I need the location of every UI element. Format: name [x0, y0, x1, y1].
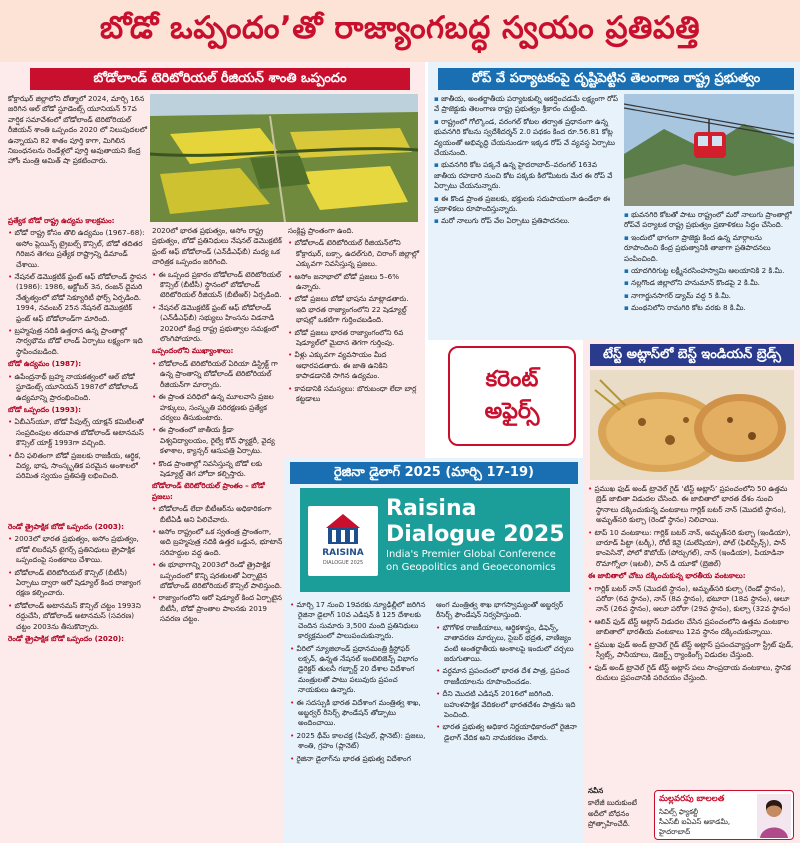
ropeway-item: ▪ నల్లగొండ జిల్లాలోని హనుమాన్‌ కొండపై 2 కి.మీ.	[624, 278, 794, 288]
author-note-text: కాలేజీ బురుకుంటే అదీలో బోధనం ప్రోత్సాహించేదీ.	[588, 798, 637, 829]
bodo-item: • బోడోలాండ్‌ టెరిటోరియల్‌ కౌన్సిల్‌ (బీటీసీ) ఏర్పాటు ద్వారా ఆరో షెడ్యూల్‌ కింద రాజ్యాంగ రక్షణ కల్పించారు.	[8, 568, 148, 599]
current-affairs-line2: అఫైర్స్‌	[484, 399, 540, 424]
raisina-section-title: రైజినా డైలాగ్‌ 2025 (మార్చి 17-19)	[290, 462, 578, 484]
bodo-col-1	[8, 216, 148, 516]
taste-col	[588, 484, 796, 784]
author-city: హైదరాబాద్‌	[659, 828, 691, 836]
raisina-col-1	[290, 600, 430, 840]
bodo-item: 2020లో భారత ప్రభుత్వం, అసోం రాష్ట్ర ప్రభుత్వం, బోడో ప్రతినిధులు నేషనల్‌ డెమొక్రటిక్‌ ఫ్రంట్‌ ఆఫ్‌ బోడోలాండ్‌ (ఎన్‌డీఎఫ్‌బీ) మధ్య ఒక చారిత్రక ఒప్పందం జరిగింది.	[152, 226, 282, 267]
bodo-subhead-1987: బోడో ఉద్యమం (1987):	[8, 359, 82, 369]
ropeway-item: ▪ రాష్ట్రంలో గోల్కొండ, వరంగల్‌ కోటల తర్వాత ప్రధానంగా ఉన్న భువనగిరి కోటను స్వదేశీదర్శన్‌ 2.0 పథకం కింద రూ.56.81 కోట్ల వ్యయంతో అభివృద్ధి చేయనుండగా ఇక్కడ రోప్‌ వే వ్యవస్థ ఏర్పాటు చేయనుంది.	[434, 117, 618, 159]
ropeway-item: ▪ ఇందులో భాగంగా ప్రాజెక్టు కింద ఉన్న మార్గాలను రూపొందించి కేంద్ర ప్రభుత్వానికి తాజాగా ప్రతిపాదనలు పంపించింది.	[624, 233, 794, 264]
raisina-item: • 2025 థీమ్‌ కాలచక్ర (పీపుల్‌, ప్లానెట్‌): ప్రజలు, శాంతి, గ్రహం (ప్లానెట్‌)	[290, 731, 430, 752]
raisina-logo	[308, 506, 378, 576]
taste-section-title: టేస్ట్‌ అట్లాస్‌లో బెస్ట్‌ ఇండియన్‌ బ్రెడ్స్‌	[590, 344, 794, 366]
raisina-item: ఆంగ మంత్రిత్వ శాఖ భాగస్వామ్యంతో అబ్జర్వర్‌ రీసెర్చ్‌ ఫౌండేషన్‌ నిర్వహిస్తుంది.	[436, 600, 564, 620]
bodo-item: • బోడో ప్రజలు బోడో భాషను మాట్లాడతారు. ఇది భారత రాజ్యాంగంలోని 22 షెడ్యూల్డ్‌ భాషల్లో ఒకటిగా గుర్తించబడింది.	[288, 294, 420, 325]
ropeway-item: ▪ మంథనిలోని రామగిరి కోట వరకు 8 కి.మీ.	[624, 303, 794, 313]
bodo-item: • బోడోలాండ్‌ టెరిటోరియల్‌ రీజియన్‌లోని కోక్రాఝర్‌, బక్సా, ఉదల్‌గురి, చిరాంగ్‌ జిల్లాల్లో ఎక్కువగా నివసిస్తున్న ప్రజలు.	[288, 238, 420, 269]
author-note-name: నవీన	[588, 786, 604, 795]
bodo-item: • ఈ ప్రాంతంలో జాతీయ క్రీడా విశ్వవిద్యాలయం, రైల్వే కోచ్‌ ఫ్యాక్టరీ, వైద్య కళాశాల, క్యాన్సర్‌ ఆసుపత్రి ఏర్పాటు.	[152, 425, 284, 456]
taste-item: • గార్లిక్‌ బటర్‌ నాన్‌ (మొదటి స్థానం), అమృత్‌సరి కుల్చా (రెండో స్థానం), పరోఠా (6వ స్థానం), నాన్‌ (8వ స్థానం), భటూరా (18వ స్థానం), ఆలూ నాన్‌ (26వ స్థానం), ఆలూ పరోఠా (29వ స్థానం), కుల్చా (32వ స్థానం)	[588, 584, 796, 615]
bodo-subhead-1993: బోడో ఒప్పందం (1993):	[8, 404, 82, 414]
bodo-item: • బోడోలాండ్‌ టెరిటోరియల్‌ ఏరియా డిస్ట్రిక్ట్‌ గా ఉన్న ప్రాంతాన్ని బోడోలాండ్‌ టెరిటోరియల్‌ రీజియన్‌గా మార్చారు.	[152, 359, 284, 390]
raisina-banner	[300, 488, 570, 592]
author-role: సివిల్స్‌ ఫ్యాకల్టీ	[659, 808, 698, 816]
bodo-item: • అసోం జనాభాలో బోడో ప్రజలు 5–6% ఉన్నారు.	[288, 272, 420, 293]
bodo-col-2	[152, 226, 284, 838]
raisina-item: • భారత ప్రభుత్వ అధికార నిర్ణయాధికారంలో రైజినా డైలాగ్‌ వేదిక అని నామకరణం చేశారు.	[436, 722, 578, 743]
bodo-item: • కొండ ప్రాంతాల్లో నివసిస్తున్న బోడో లకు షెడ్యూల్డ్‌ తెగ హోదా కల్పిస్తారు.	[152, 459, 284, 480]
bodo-item: • ఏబీఎస్‌యూ, బోడో పీపుల్స్‌ యాక్షన్‌ కమిటీలతో సంప్రదింపుల తరువాత బోడోలాండ్‌ అటానమస్‌ కౌన్సిల్‌ యాక్ట్‌ 1993గా వచ్చింది.	[8, 417, 148, 448]
raisina-logo-text: RAISINA	[322, 548, 364, 558]
bodo-item: • వీళ్లు ఎక్కువగా వ్యవసాయం మీద ఆధారపడతారు. ఈ జాతి ఉనికిని కాపాడడానికి సాగిన ఉద్యమం.	[288, 350, 420, 381]
ropeway-item: ▪ నాగార్జునసాగర్‌ డ్యామ్‌ వద్ద 5 కి.మీ.	[624, 291, 794, 301]
breads-photo	[590, 370, 794, 480]
raisina-logo-icon	[326, 512, 360, 546]
raisina-item: • మార్చి 17 నుంచి 19వరకు న్యూఢిల్లీలో జరిగిన రైజినా డైలాగ్‌ 10వ ఎడిషన్‌ కి 125 దేశాలకు చెందిన సుమారు 3,500 మంది ప్రతినిధులు కార్యక్రమంలో పాలుపంచుకున్నారు.	[290, 600, 430, 642]
ropeway-item: ▪ జాతీయ, అంతర్జాతీయ పర్యాటకుల్ని ఆకర్షించడమే లక్ష్యంగా రోప్‌ వే ప్రాజెక్టుకు తెలంగాణ రాష్ట్ర ప్రభుత్వం శ్రీకారం చుట్టింది.	[434, 94, 618, 115]
ropeway-item: ▪ భువనగిరి కోటతో పాటు రాష్ట్రంలో మరో నాలుగు ప్రాంతాల్లో రోప్‌వే పర్యాటక రాష్ట్ర ప్రభుత్వం ప్రణాళికలు సిద్ధం చేసింది.	[624, 210, 794, 231]
bodo-item: • ఈ భూభాగాన్ని 2003లో రెండో త్రైపాక్షిక ఒప్పందంలో కొన్ని షరతులతో ఏర్పాటైన బోడోలాండ్‌ టెరిటోరియల్‌ కౌన్సిల్‌ పాలిస్తుంది.	[152, 560, 284, 591]
bodo-item: • ఈ ఒప్పంద ప్రకారం బోడోలాండ్‌ టెరిటోరియల్‌ కౌన్సిల్‌ (బీటీసీ) స్థానంలో బోడోలాండ్‌ టెరిటోరియల్‌ రీజియన్‌ (బీటీఆర్‌) ఏర్పడింది.	[152, 270, 284, 301]
bodo-item: • ఈ ప్రాంత పరిధిలో ఉన్న మూలవాసి ప్రజల హక్కులు, సంస్కృతి పరిరక్షణకు ప్రత్యేక చర్యలు తీసుకుంటారు.	[152, 392, 284, 423]
raisina-item: • ఈ సదస్సుకి భారత విదేశాంగ మంత్రిత్వ శాఖ, అబ్జర్వర్‌ రీసెర్చ్‌ ఫౌండేషన్‌ తోడ్పాటు అందించాయి.	[290, 698, 430, 729]
ropeway-item: ▪ మరో నాలుగు రోప్‌ వేల ఏర్పాటు ప్రతిపాదనలు.	[434, 216, 618, 226]
raisina-item: • వర్ధమాన ప్రపంచంలో భారత దేశ పాత్ర, ప్రపంచ రాజకీయాలను రూపొందించడం.	[436, 666, 578, 687]
bodo-subhead-2020: రెండో త్రైపాక్షిక బోడో ఒప్పందం (2020):	[8, 634, 125, 644]
taste-item: • ఆలివ్‌ ఫుడ్‌ టేస్ట్‌ అట్లాస్‌ విడుదల చేసిన ప్రపంచంలోని ఉత్తమ వంటకాల జాబితాలో భారతీయ వంటకాలు 12వ స్థానం దక్కించుకున్నాయి.	[588, 617, 796, 638]
bodo-item: • నేషనల్‌ డెమొక్రటిక్‌ ఫ్రంట్‌ ఆఫ్‌ బోడోలాండ్‌ (ఎన్‌డీఎఫ్‌బీ) సభ్యులు హింసను విడనాడి 2020లో కేంద్ర రాష్ట్ర ప్రభుత్వాల సమక్షంలో లొంగిపోయారు.	[152, 303, 284, 345]
bodo-item: • బోడో రాష్ట్ర కోసం తొలి ఉద్యమం (1967–68): అసోం ప్లెయిన్స్‌ ట్రైబల్స్‌ కౌన్సిల్‌, బోడో తదితర గిరిజన తెగలు ప్రత్యేక రాష్ట్రాన్ని డిమాండ్‌ చేశాయి.	[8, 228, 148, 270]
raisina-logo-sub: DIALOGUE 2025	[322, 560, 364, 566]
author-org: సీఎస్‌బీ ఐఏఎస్‌ అకాడమీ,	[659, 818, 731, 826]
author-name: మల్లవరపు బాలలత	[659, 794, 725, 804]
bodo-item: • రాజ్యాంగంలోని ఆరో షెడ్యూల్‌ కింద ఏర్పాటైన బీటీసీ, బోడో ప్రాంతాల పాలనకు 2019 సవరణ చట్టం.	[152, 593, 284, 624]
bodo-col-1-lower	[8, 522, 148, 840]
raisina-banner-sub: India's Premier Global Conference on Geopolitics and Geoeconomics	[386, 549, 556, 573]
author-box	[654, 790, 794, 840]
author-note	[588, 786, 652, 842]
farmland-photo	[150, 94, 418, 222]
bodo-intro	[8, 94, 148, 214]
raisina-item: • రైజినా డైలాగ్‌ను భారత ప్రభుత్వ విదేశాంగ	[290, 754, 430, 764]
bodo-subhead-people: బోడోలాండ్‌ టెరిటోరియల్‌ ప్రాంతం – బోడో ప్రజలు:	[152, 481, 265, 501]
author-avatar	[757, 794, 791, 838]
raisina-col-2	[436, 600, 578, 840]
ropeway-col-right	[624, 210, 794, 338]
bodo-subhead-2003: రెండో త్రైపాక్షిక బోడో ఒప్పందం (2003):	[8, 522, 125, 531]
bodo-item: • కావడానికి సమస్యలు: బొరుబంధా లేదా బార్ల కట్టడాలు	[288, 384, 420, 405]
taste-item: • టాప్‌ 10 వంటకాలు: గార్లిక్‌ బటర్‌ నాన్‌, అమృత్‌సరి కుల్చా (ఇండియా), బారూడ్‌ పిట్టా (టర్కీ), రోటీ కెనై (మలేషియా), పోల్‌ (ఫిలిప్పీన్స్‌), పాన్‌ కాంపెసినో, పోలో కౌబోయ్‌ (పోర్చుగల్‌), నాన్‌ (ఇండియా), పియాడినా రొమాగ్నోలా (ఇటలీ), పాన్‌ డి యూకో (బ్రెజిల్‌)	[588, 528, 796, 570]
headline-banner	[0, 0, 800, 62]
bodo-item: • బోడోలాండ్‌ అటానమస్‌ కౌన్సిల్‌ చట్టం 1993ని రద్దుచేసి, బోడోలాండ్‌ అటానమస్‌ (సవరణ) చట్టం 2003ను తీసుకొచ్చారు.	[8, 601, 148, 632]
ropeway-item: ▪ ఈ కొండ ప్రాంత ప్రజలకు, భక్తులకు సదుపాయంగా ఉండేలా ఈ ప్రణాళికలు రూపొందిస్తున్నారు.	[434, 194, 618, 215]
bodo-item: సంక్లిష్ట ప్రాంతంగా ఉంది.	[288, 226, 354, 235]
raisina-item: • వీరిలో న్యూజిలాండ్‌ ప్రధానమంత్రి క్రిస్టోఫర్‌ లక్సన్‌, ఉన్నత నేషనల్‌ ఇంటెలిజెన్స్‌ విభాగం డైరెక్టర్‌ తులసీ గబ్బార్డ్‌ 20 దేశాల విదేశాంగ మంత్రులతో పాటు పలువురు ప్రపంచ నాయకులు ఉన్నారు.	[290, 644, 430, 696]
raisina-item: • దీని మొదటి ఎడిషన్‌ 2016లో జరిగింది. బహుళపాక్షిక వేదికలలో భారతదేశం పాత్రను ఇది పెంచింది.	[436, 689, 578, 720]
current-affairs-line1: కరెంట్‌	[485, 367, 539, 392]
bodo-item: • 2003లో భారత ప్రభుత్వం, అసోం ప్రభుత్వం, బోడో లిబరేషన్‌ టైగర్స్‌ ప్రతినిధులు త్రైపాక్షిక ఒప్పందంపై సంతకాలు చేశాయి.	[8, 534, 148, 565]
breads-image	[590, 370, 794, 480]
bodo-item: • అసోం రాష్ట్రంలో ఒక స్వతంత్ర ప్రాంతంగా, అది బ్రహ్మపుత్ర నదికి ఉత్తర ఒడ్డున, భూటాన్‌ సరిహద్దుల వద్ద ఉంది.	[152, 527, 284, 558]
bodo-section-title: బోడోలాండ్‌ టెరిటోరియల్‌ రీజియన్‌ శాంతి ఒప్పందం	[30, 68, 410, 90]
ropeway-col-left	[434, 94, 618, 334]
taste-subhead: ఈ జాబితాలో చోటు దక్కించుకున్న భారతీయ వంటకాలు:	[588, 571, 746, 581]
raisina-item: • భౌగోళిక రాజకీయాలు, ఆర్థికశాస్త్రం, డిఫెన్స్‌, వాతావరణ మార్పులు, సైబర్‌ భద్రత, వాణిజ్యం వంటి అంతర్జాతీయ అంశాలపై ఇందులో చర్చలు జరుగుతాయి.	[436, 623, 578, 665]
bodo-subhead-highlights: ఒప్పందంలోని ముఖ్యాంశాలు:	[152, 346, 234, 356]
bodo-item: • బోడోలాండ్‌ లేదా బీటీఆర్‌ను అధికారికంగా బీటీఏడీ అని పిలిచేవారు.	[152, 504, 284, 525]
bodo-item: • దీని ఫలితంగా బోడో ప్రజలకు రాజకీయ, ఆర్థిక, విద్య, భాష, సాంస్కృతిక పరమైన అంశాలలో పరిమిత స్వయం ప్రతిపత్తి లభించింది.	[8, 451, 148, 482]
bodo-intro-text: కోక్రాఝర్‌ జిల్లాలోని దోత్మాలో 2024, మార్చి 16న జరిగిన ఆల్‌ బోడో స్టూడెంట్స్‌ యూనియన్‌ 57వ వార్షిక సమావేశంలో బోడోలాండ్‌ టెరిటోరియల్‌ రీజియన్‌ శాంతి ఒప్పందం 2020 లో నిలుపుదలలో ఉన్నాయని 82 శాతం పూర్తి కాగా, మిగిలిన నిబంధనలను రెండేళ్లలో పూర్తి అవుతాయని కేంద్ర హోం మంత్రి అమిత్‌ షా ప్రకటించారు.	[8, 94, 147, 166]
cable-car-image	[624, 94, 794, 206]
bodo-item: • బోడో ప్రజలు భారత రాజ్యాంగంలోని 6వ షెడ్యూల్‌లో మైదాన తెగగా గుర్తింపు.	[288, 328, 420, 349]
ropeway-item: ▪ భువనగిరి కోట పక్కనే ఉన్న హైదరాబాద్‌–వరంగల్‌ 163వ జాతీయ రహదారి నుంచి కోట పక్కకు కిలోమీటరు మేర ఈ రోప్‌ వే ఏర్పాటు చేయనున్నారు.	[434, 160, 618, 191]
farmland-image	[150, 94, 418, 222]
page-headline: బోడో ఒప్పందం’తో రాజ్యాంగబద్ధ స్వయం ప్రతిపత్తి	[99, 9, 701, 46]
bodo-col-3	[288, 226, 420, 458]
ropeway-photo	[624, 94, 794, 206]
raisina-banner-title: Raisina Dialogue 2025	[386, 496, 565, 547]
bodo-item: • నేషనల్‌ డెమొక్రటిక్‌ ఫ్రంట్‌ ఆఫ్‌ బోడోలాండ్‌ స్థాపన (1986): 1986, అక్టోబర్‌ 3న, రంజన్‌ దైమరి నేతృత్వంలో బోడో సెక్యూరిటీ ఫోర్స్‌ ఏర్పడింది. 1994, నవంబర్‌ 25న నేషనల్‌ డెమొక్రటిక్‌ ఫ్రంట్‌ ఆఫ్‌ బోడోలాండ్‌గా మారింది.	[8, 272, 148, 324]
bodo-item: • ఉపేంద్రనాథ్‌ బ్రహ్మ నాయకత్వంలో ఆల్‌ బోడో స్టూడెంట్స్‌ యూనియన్‌ 1987లో బోడోలాండ్‌ ఉద్యమాన్ని ప్రారంభించింది.	[8, 372, 148, 403]
bodo-subhead-timeline: ప్రత్యేక బోడో రాష్ట్ర ఉద్యమ కాలక్రమం:	[8, 216, 115, 225]
bodo-item: • బ్రహ్మపుత్ర నదికి ఉత్తరాన ఉన్న ప్రాంతాల్లో సార్వభౌమ బోడో లాండ్‌ ఏర్పాటు లక్ష్యంగా ఇది స్థాపించబడింది.	[8, 326, 148, 357]
current-affairs-box	[448, 346, 576, 446]
ropeway-section-title: రోప్‌ వే పర్యాటకంపై దృష్టిపెట్టిన తెలంగాణ రాష్ట్ర ప్రభుత్వం	[438, 68, 794, 90]
taste-item: • ప్రముఖ ఫుడ్‌ అండ్‌ ట్రావెల్‌ గైడ్‌ టేస్ట్‌ అట్లాస్‌ ప్రపంచవ్యాప్తంగా స్ట్రీట్‌ ఫుడ్‌, స్వీట్స్‌, పానీయాలు, డెజర్ట్స్‌ ర్యాంకింగ్స్‌ విడుదల చేస్తుంది.	[588, 640, 796, 661]
ropeway-item: ▪ యాదగిరిగుట్ట లక్ష్మీనరసింహస్వామి ఆలయానికి 2 కి.మీ.	[624, 266, 794, 276]
taste-item: • ప్రముఖ ఫుడ్‌ అండ్‌ ట్రావెల్‌ గైడ్‌ ‘టేస్ట్‌ అట్లాస్‌’ ప్రపంచంలోని 50 ఉత్తమ బ్రెడ్‌ జాబితా విడుదల చేసింది. ఈ జాబితాలో భారత దేశం నుంచి స్థానాలు దక్కించుకున్న వంటకాలు గార్లిక్‌ బటర్‌ నాన్‌ (మొదటి స్థానం), అమృత్‌సరి కుల్చా (రెండో స్థానం) నిలిచాయి.	[588, 484, 796, 526]
taste-item: • ఫుడ్‌ అండ్‌ ట్రావెల్‌ గైడ్‌ టేస్ట్‌ అట్లాస్‌ పలు సాంప్రదాయ వంటకాలు, స్థానిక రుచులు ప్రపంచానికి పరిచయం చేస్తుంది.	[588, 663, 796, 684]
